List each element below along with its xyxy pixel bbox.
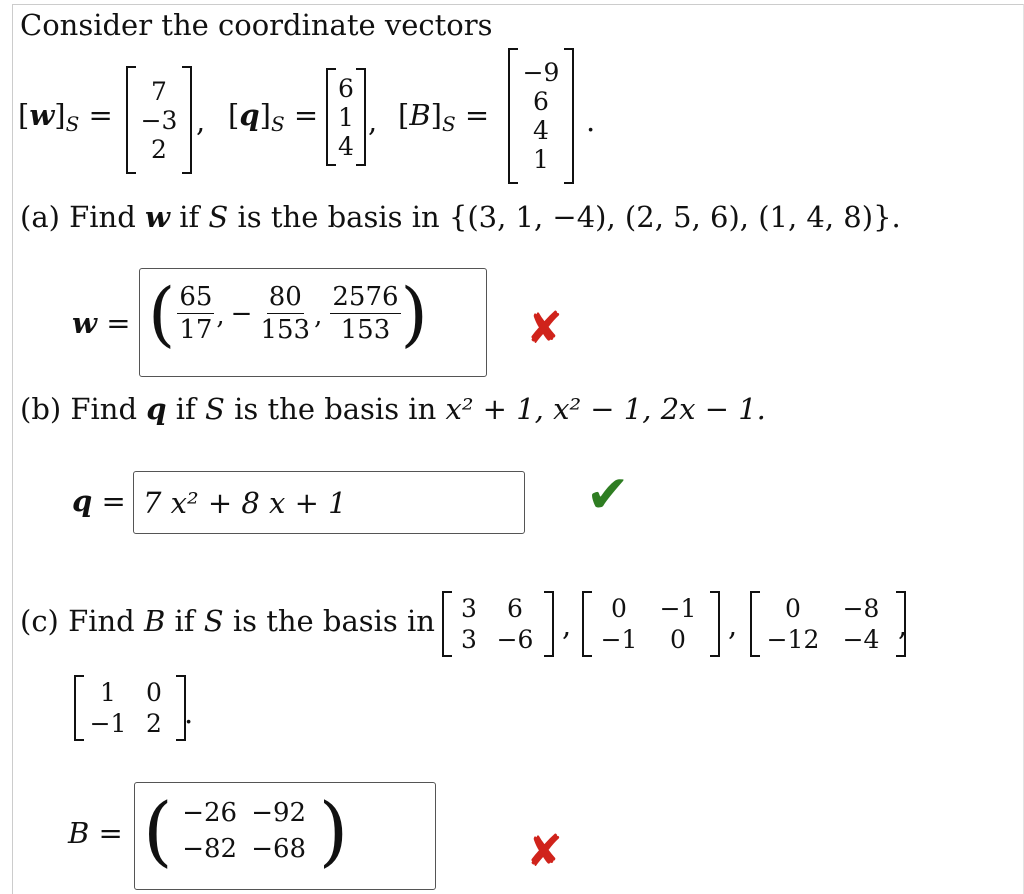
w-coord-label: $[w]_S$ = xyxy=(18,98,113,136)
basis-matrix-2: 0 −1 −1 0 xyxy=(582,591,720,657)
basis-matrix-4: 1 0 −1 2 xyxy=(74,675,186,741)
part-a-answer-label: w = xyxy=(72,306,131,340)
w-entry: 2 xyxy=(151,134,167,164)
part-b-answer-value: 7 x² + 8 x + 1 xyxy=(143,486,347,520)
part-b-correct-icon: ✔ xyxy=(586,465,630,525)
q-entry: 6 xyxy=(338,73,354,103)
q-entry: 4 xyxy=(338,131,354,161)
B-coord-label: $[B]_S$ = xyxy=(398,98,490,136)
part-c-answer-matrix: ( −26 −92 −82 −68 ) xyxy=(143,786,349,875)
part-c-question: (c) Find B if S is the basis in xyxy=(20,604,435,638)
part-c-answer-box[interactable] xyxy=(134,782,436,890)
q-entry: 1 xyxy=(338,102,354,132)
B-coord-vector xyxy=(508,48,574,184)
q-coord-label: $[q]_S$ = xyxy=(228,98,319,136)
part-a-answer-box[interactable] xyxy=(139,268,487,377)
basis-matrix-3: 0 −8 −12 −4 xyxy=(750,591,906,657)
part-a-incorrect-icon: ✘ xyxy=(526,303,563,354)
basis-matrix-1: 3 6 3 −6 xyxy=(442,591,554,657)
part-b-question: (b) Find q if S is the basis in x² + 1, x² − 1, 2x − 1. xyxy=(20,392,766,426)
B-entry: 1 xyxy=(533,145,549,174)
w-entry: 7 xyxy=(151,76,167,106)
part-c-answer-label: B = xyxy=(68,816,123,850)
part-a-question: (a) Find w if S is the basis in {(3, 1, −4), (2, 5, 6), (1, 4, 8)}. xyxy=(20,200,901,234)
q-coord-vector xyxy=(326,68,366,166)
part-a-answer-vector: ( $\frac{65}{17}$ , − $\frac{80}{153}$ , $\frac{2576}{153}$ ) xyxy=(148,273,428,355)
B-entry: −9 xyxy=(522,58,560,87)
intro-text: Consider the coordinate vectors xyxy=(20,8,493,42)
B-entry: 4 xyxy=(533,116,549,145)
part-b-answer-label: q = xyxy=(72,484,126,518)
w-entry: −3 xyxy=(140,105,178,135)
B-entry: 6 xyxy=(533,87,549,116)
part-c-incorrect-icon: ✘ xyxy=(526,826,563,877)
w-coord-vector xyxy=(126,66,192,174)
part-b-answer-box[interactable] xyxy=(133,471,525,534)
